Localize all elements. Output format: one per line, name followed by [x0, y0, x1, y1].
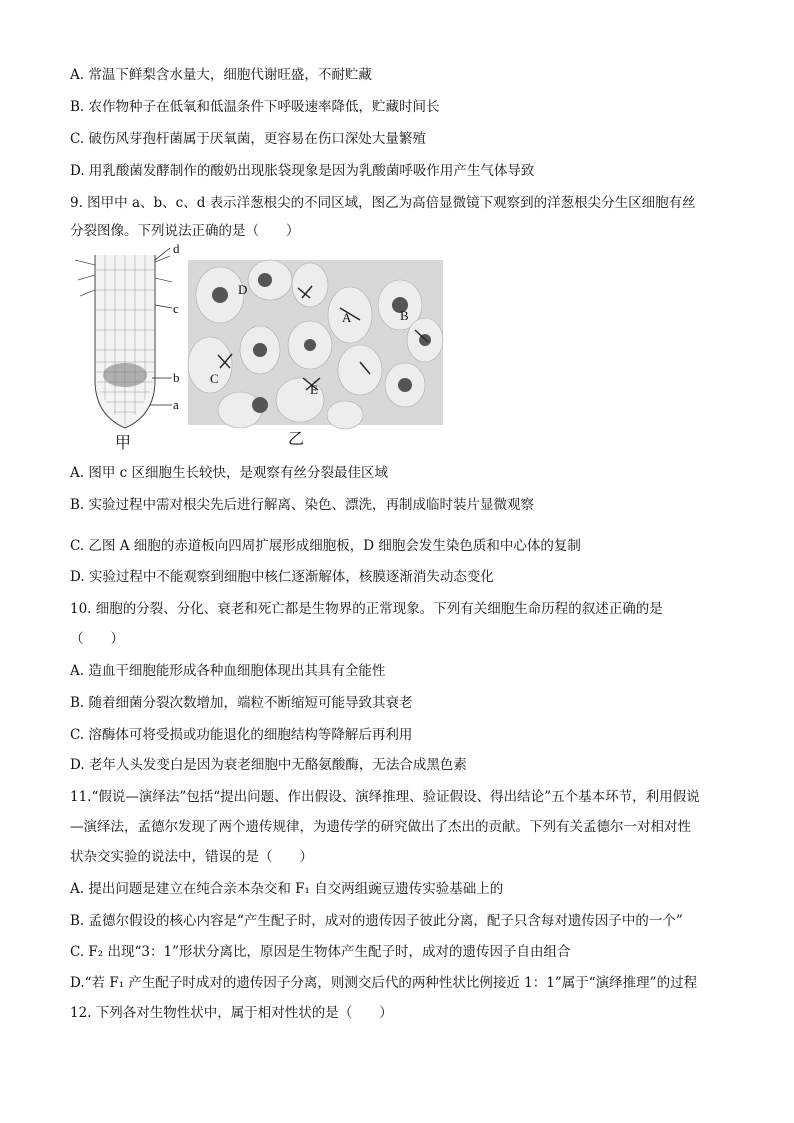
label-a: a: [173, 397, 179, 412]
micrograph: [188, 260, 443, 429]
label-E: E: [310, 382, 318, 397]
option-11d: D.“若 F₁ 产生配子时成对的遗传因子分离，则测交后代的两种性状比例接近 1：1”属于“演绎推理”的过程: [70, 975, 698, 991]
label-C: C: [210, 371, 219, 386]
question-11-stem-1: 11.“假说—演绎法”包括“提出问题、作出假设、演绎推理、验证假设、得出结论”五个基本环节，利用假说: [70, 789, 700, 805]
option-9c: C. 乙图 A 细胞的赤道板向四周扩展形成细胞板，D 细胞会发生染色质和中心体的复制: [70, 538, 581, 554]
label-B: B: [400, 308, 409, 323]
option-10c: C. 溶酶体可将受损或功能退化的细胞结构等降解后再利用: [70, 727, 413, 743]
label-D: D: [238, 282, 248, 297]
question-11-stem-2: —演绎法，孟德尔发现了两个遗传规律，为遗传学的研究做出了杰出的贡献。下列有关孟德尔一对相对性: [70, 819, 691, 835]
option-8d: D. 用乳酸菌发酵制作的酸奶出现胀袋现象是因为乳酸菌呼吸作用产生气体导致: [70, 163, 535, 179]
option-9d: D. 实验过程中不能观察到细胞中核仁逐渐解体，核膜逐渐消失动态变化: [70, 569, 494, 585]
root-tip-drawing: [75, 241, 180, 428]
option-9b: B. 实验过程中需对根尖先后进行解离、染色、漂洗，再制成临时装片显微观察: [70, 497, 535, 513]
question-11-stem-3: 状杂交实验的说法中，错误的是（ ）: [70, 849, 313, 865]
question-10-stem-1: 10. 细胞的分裂、分化、衰老和死亡都是生物界的正常现象。下列有关细胞生命历程的叙述正确的是: [70, 601, 663, 617]
option-8c: C. 破伤风芽孢杆菌属于厌氧菌，更容易在伤口深处大量繁殖: [70, 131, 426, 147]
question-12-stem: 12. 下列各对生物性状中，属于相对性状的是（ ）: [70, 1005, 393, 1021]
option-11c: C. F₂ 出现“3：1”形状分离比，原因是生物体产生配子时，成对的遗传因子自由组合: [70, 944, 571, 960]
figure-onion-root-tip: [70, 241, 450, 452]
figure-illustration: [70, 241, 450, 450]
question-9-stem-2: 分裂图像。下列说法正确的是（ ）: [70, 223, 300, 239]
option-8b: B. 农作物种子在低氧和低温条件下呼吸速率降低，贮藏时间长: [70, 99, 440, 115]
option-10d: D. 老年人头发变白是因为衰老细胞中无酪氨酸酶，无法合成黑色素: [70, 757, 467, 773]
label-d: d: [173, 241, 180, 256]
question-10-stem-2: （ ）: [70, 631, 124, 647]
caption-jia: 甲: [115, 433, 132, 452]
option-9a: A. 图甲 c 区细胞生长较快，是观察有丝分裂最佳区域: [70, 465, 388, 481]
label-A: A: [342, 310, 352, 325]
caption-yi: 乙: [288, 429, 305, 448]
label-c: c: [173, 301, 179, 316]
option-10b: B. 随着细菌分裂次数增加，端粒不断缩短可能导致其衰老: [70, 695, 413, 711]
label-b: b: [173, 370, 180, 385]
question-9-stem-1: 9. 图甲中 a、b、c、d 表示洋葱根尖的不同区域，图乙为高倍显微镜下观察到的洋葱根尖分生区细胞有丝: [70, 195, 696, 211]
option-11a: A. 提出问题是建立在纯合亲本杂交和 F₁ 自交两组豌豆遗传实验基础上的: [70, 881, 504, 897]
option-11b: B. 孟德尔假设的核心内容是“产生配子时，成对的遗传因子彼此分离，配子只含每对遗传因子中的一个”: [70, 913, 683, 929]
option-10a: A. 造血干细胞能形成各种血细胞体现出其具有全能性: [70, 663, 386, 679]
option-8a: A. 常温下鲜梨含水量大，细胞代谢旺盛，不耐贮藏: [70, 67, 372, 83]
